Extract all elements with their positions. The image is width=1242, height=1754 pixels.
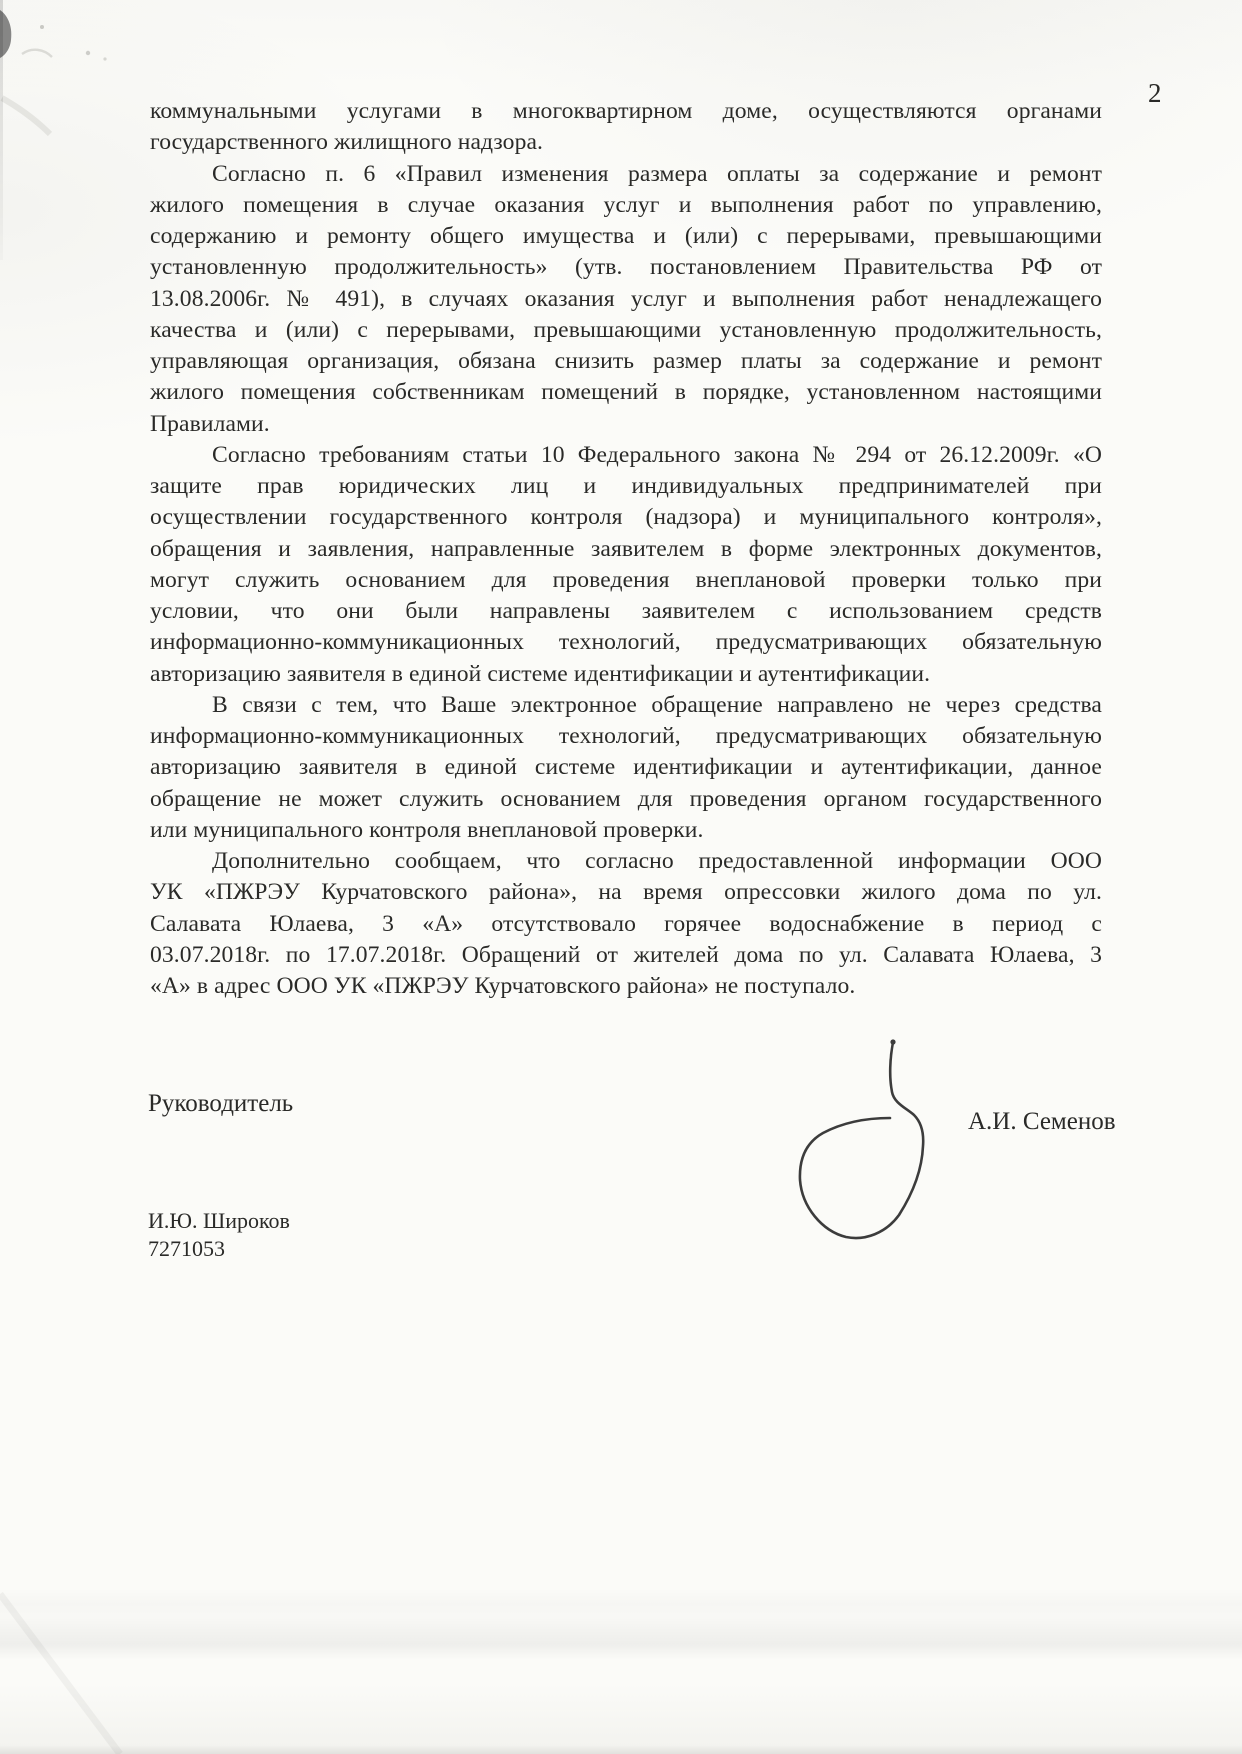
page-edge-shadow-left (0, 0, 3, 260)
body-line: управляющая организация, обязана снизить размер платы за содержание и ремонт (150, 348, 1102, 374)
body-line: Согласно требованиям статьи 10 Федерального закона № 294 от 26.12.2009г. «О (212, 441, 1102, 468)
body-line: 13.08.2006г. № 491), в случаях оказания услуг и выполнения работ ненадлежащего (150, 285, 1102, 312)
body-line: Правилами. (150, 410, 270, 437)
body-line: обращения и заявления, направленные заявителем в форме электронных документов, (150, 535, 1102, 562)
body-line: Согласно п. 6 «Правил изменения размера оплаты за содержание и ремонт (212, 160, 1102, 187)
body-line: государственного жилищного надзора. (150, 129, 544, 156)
scan-artifact-crease (0, 1574, 130, 1754)
body-line: авторизацию заявителя в единой системе идентификации и аутентификации. (150, 660, 931, 687)
body-line: защите прав юридических лиц и индивидуальных предпринимателей при (150, 473, 1102, 499)
body-line: осуществлении государственного контроля (надзора) и муниципального контроля», (150, 504, 1102, 531)
body-line: В связи с тем, что Ваше электронное обращение направлено не через средства (212, 691, 1102, 718)
executor-phone: 7271053 (148, 1236, 225, 1261)
body-line: 03.07.2018г. по 17.07.2018г. Обращений от жителей дома по ул. Салавата Юлаева, 3 (150, 941, 1102, 968)
body-line: коммунальными услугами в многоквартирном доме, осуществляются органами (150, 98, 1102, 124)
page-edge-shadow-bottom (0, 1745, 1242, 1754)
scan-artifact-streaks (0, 1588, 1242, 1660)
body-line: авторизацию заявителя в единой системе идентификации и аутентификации, данное (150, 754, 1102, 781)
page-number: 2 (1148, 78, 1162, 108)
body-line: или муниципального контроля внеплановой проверки. (150, 816, 704, 843)
body-line: Салавата Юлаева, 3 «А» отсутствовало горячее водоснабжение в период с (150, 910, 1102, 937)
body-line: обращение не может служить основанием для проведения органом государственного (150, 785, 1102, 812)
body-line: «А» в адрес ООО УК «ПЖРЭУ Курчатовского района» не поступало. (150, 973, 856, 999)
body-line: качества и (или) с перерывами, превышающими установленную продолжительность, (150, 316, 1102, 343)
body-line: информационно-коммуникационных технологий, предусматривающих обязательную (150, 629, 1102, 656)
executor-name: И.Ю. Широков (148, 1208, 290, 1233)
body-line: могут служить основанием для проведения внеплановой проверки только при (150, 566, 1102, 593)
body-line: условии, что они были направлены заявителем с использованием средств (150, 598, 1102, 624)
letter-body (150, 96, 1102, 1002)
signer-name: А.И. Семенов (968, 1108, 1116, 1135)
signer-role-label: Руководитель (148, 1090, 294, 1117)
body-line: УК «ПЖРЭУ Курчатовского района», на время опрессовки жилого дома по ул. (150, 879, 1102, 906)
body-line: жилого помещения в случае оказания услуг и выполнения работ по управлению, (150, 191, 1102, 218)
body-line: информационно-коммуникационных технологий, предусматривающих обязательную (150, 723, 1102, 749)
body-line: жилого помещения собственникам помещений в порядке, установленном настоящими (150, 379, 1102, 406)
body-line: Дополнительно сообщаем, что согласно предоставленной информации ООО (212, 848, 1102, 874)
body-line: установленную продолжительность» (утв. постановлением Правительства РФ от (150, 254, 1102, 281)
handwritten-signature-icon (780, 1025, 950, 1265)
body-line: содержанию и ремонту общего имущества и (или) с перерывами, превышающими (150, 223, 1102, 249)
scan-artifact-top-left (0, 0, 150, 180)
